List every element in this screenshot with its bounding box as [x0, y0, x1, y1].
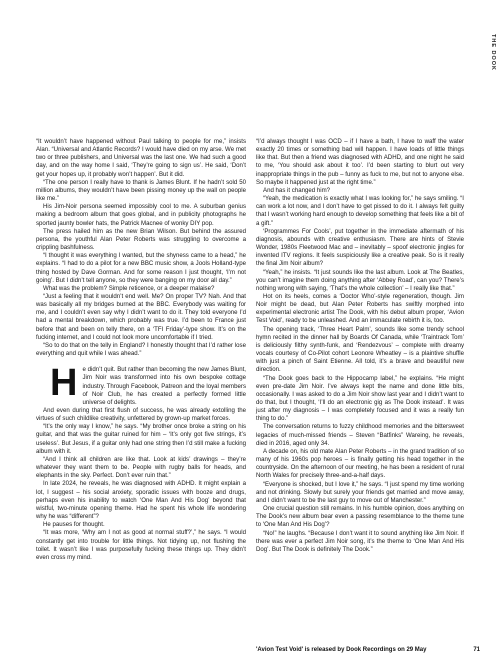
paragraph: “Everyone is shocked, but I love it,” he says. “I just spend my time working and not drinking. Slowly but surely your friends get married and move away, and I didn’t want to be the last guy to move out of Manchester.” [256, 480, 464, 504]
paragraph: His Jim-Noir persona seemed impossibly cool to me. A suburban genius making a bedroom album that goes global, and in publicity photographs he sported jaunty bowler hats, the Patrick Macnee of wonky DIY pop. [36, 203, 246, 227]
paragraph: “Yeah,” he insists. “It just sounds like the last album. Look at The Beatles, you can’t imagine them doing anything after ‘Abbey Road’, can you? There’s nothing wrong with saying, ‘That’s the whole collection’ – I really like that.” [256, 268, 464, 292]
paragraph: “And I think all children are like that. Look at kids’ drawings – they’re whatever they want them to be. People with rugby balls for heads, and elephants in the sky. Perfect. Don’t ever ruin that.” [36, 455, 246, 480]
paragraph: The opening track, ‘Three Heart Palm’, sounds like some trendy school hymn recited in the dinner hall by Boards Of Canada, while ‘Traintrack Tom’ is deliciously filthy synth-funk, and ‘Rendezvous’ – complete with dreamy vocals courtesy of Co-Pilot cohort Leonore Wheatley – is a plaintive shuffle with just a pinch of Saint Etienne. All told, it’s a brave and beautiful new direction. [256, 325, 464, 374]
paragraph: “I thought it was everything I wanted, but the shyness came to a head,” he explains. “I had to do a pilot for a new BBC music show, a Jools Holland-type thing hosted by Dave Gorman. And for some reason I just thought, ‘I’m not going’. But I didn’t tell anyone, so they were banging on my door all day.” [36, 252, 246, 284]
paragraph: “Just a feeling that it wouldn’t end well. Me? On proper TV? Nah. And that was basically all my bridges burned at the BBC. Everybody was waiting for me, and I couldn’t even say why I didn’t want to do it. They told everyone I’d had a mental breakdown, which probably was true. I’d been to France just before that and been on telly there, on a ‘TFI Friday’-type show. It’s on the fucking internet, and I could not look more uncomfortable if I tried. [36, 292, 246, 341]
section-label: THE DOOK [490, 34, 496, 72]
paragraph: “The Dook goes back to the Hippocamp label,” he explains. “He might even pre-date Jim Noir. I’ve always kept the name and done little bits, occasionally. I was asked to do a Jim Noir show last year and I didn’t want to do that, but I thought, ‘I’ll do an electronic gig as The Dook instead’. It was just after my diagnosis – I was completely focused and it was a really fun thing to do.” [256, 374, 464, 423]
paragraph: “It wouldn’t have happened without Paul talking to people for me,” insists Alan. “Universal and Atlantic Records? I would have died on my arse. We met two or three publishers, and Universal was the last one. We had such a good day, and on the way home I said, ‘They’re going to sign us’. He said, ‘Don’t get your hopes up, it probably won’t happen’. But it did. [36, 138, 246, 178]
paragraph: “Yeah, the medication is exactly what I was looking for,” he says smiling. “I can work a lot now, and I don’t have to get pissed to do it. I always felt guilty that I wasn’t working hard enough to develop something that feels like a bit of a gift.” [256, 195, 464, 227]
paragraph: He pauses for thought. [43, 521, 105, 529]
paragraph: ‘Programmes For Cools’, put together in the immediate aftermath of his diagnosis, abounds with creative enthusiasm. There are hints of Stevie Wonder, 1980s Fleetwood Mac and – inevitably – spoof electronic jingles for invented ITV regions. It feels suspiciously like a creative peak. So is it really the final Jim Noir album? [256, 227, 464, 268]
paragraph: A decade on, his old mate Alan Peter Roberts – in the grand tradition of so many of his 1960s pop heroes – is finally getting his head together in the countryside. On the afternoon of our meeting, he has been a resident of rural North Wales for precisely three-and-a-half days. [256, 447, 464, 480]
paragraph: Hot on its heels, comes a ‘Doctor Who’-style regeneration, though. Jim Noir might be dead, but Alan Peter Roberts has swiftly morphed into experimental electronic artist The Dook, with his debut album proper, ‘Avion Test Void’, ready to be unleashed. And an immaculate rebirth it is, too. [256, 292, 464, 325]
paragraph: The press hailed him as the new Brian Wilson. But behind the assured persona, the youthful Alan Peter Roberts was struggling to overcome a crippling bashfulness. [36, 227, 246, 252]
paragraph: In late 2024, he reveals, he was diagnosed with ADHD. It might explain a lot, I suggest – his social anxiety, sporadic issues with booze and drugs, perhaps even his inability to watch ‘One Man And His Dog’ beyond that wistful, two-minute opening theme. Had he spent his whole life wondering why he was “different”? [36, 480, 246, 521]
left-column [36, 138, 246, 562]
paragraph: And has it changed him? [263, 186, 331, 194]
paragraph: “The one person I really have to thank is James Blunt. If he hadn’t sold 50 million albums, they wouldn’t have been pissing money up the wall on people like me.” [36, 178, 246, 203]
right-column [256, 138, 464, 554]
paragraph: “It’s the only way I know,” he says. “My brother once broke a string on his guitar, and that was the guitar ruined for him – ‘It’s only got five strings, it’s useless’. But Jesus, if a guitar only had one string then I’d still make a fucking album with it. [36, 423, 246, 455]
page-number: 71 [473, 647, 480, 653]
paragraph: “No!” he laughs. “Because I don’t want it to sound anything like Jim Noir. If there was ever a perfect Jim Noir song, it’s the theme to ‘One Man And His Dog’. But The Dook is definitely The Dook.” [256, 529, 464, 553]
paragraph: The conversation returns to fuzzy childhood memories and the bittersweet legacies of much-missed friends – Steven “Batfinks” Wareing, he reveals, died in 2016, aged only 34. [256, 423, 464, 447]
paragraph-text: e didn’t quit. But rather than becoming the new James Blunt, Jim Noir was transformed into his own bespoke cottage industry. Through Facebook, Patreon and the loyal members of Noir Club, he has created a perfectly formed little universe of delights. [82, 366, 246, 406]
drop-cap: H [50, 362, 78, 405]
paragraph: And even during that first flush of success, he was already extolling the virtues of such childlike creativity, unfettered by grown-up market forces. [36, 407, 246, 423]
paragraph: One crucial question still remains. In his humble opinion, does anything on The Dook’s new album bear even a passing resemblance to the theme tune to ‘One Man And His Dog’? [256, 505, 464, 529]
paragraph: “So to do that on the telly in England? I honestly thought that I’d rather lose everything and quit while I was ahead.” [36, 341, 246, 358]
release-credit: 'Avion Test Void' is released by Dook Recordings on 29 May [256, 647, 427, 653]
paragraph: What was the problem? Simple reticence, or a deeper malaise? [43, 284, 215, 292]
paragraph: “It was more, ‘Why am I not as good at normal stuff?’,” he says. “I would constantly get into trouble for little things. Not tidying up, not flushing the toilet. It wasn’t like I was purposefully fucking these things up. They didn’t even cross my mind. [36, 529, 246, 561]
dropcap-paragraph [36, 362, 246, 407]
paragraph: “I’d always thought I was OCD – if I have a bath, I have to waff the water exactly 20 times or something bad will happen. I have loads of little things like that. But then a friend was diagnosed with ADHD, and one night he said to me, ‘You should ask about it too’. I’d been starting to blurt out very inappropriate things in the pub – funny as fuck to me, but not to anyone else. So maybe it happened just at the right time.” [256, 138, 464, 186]
